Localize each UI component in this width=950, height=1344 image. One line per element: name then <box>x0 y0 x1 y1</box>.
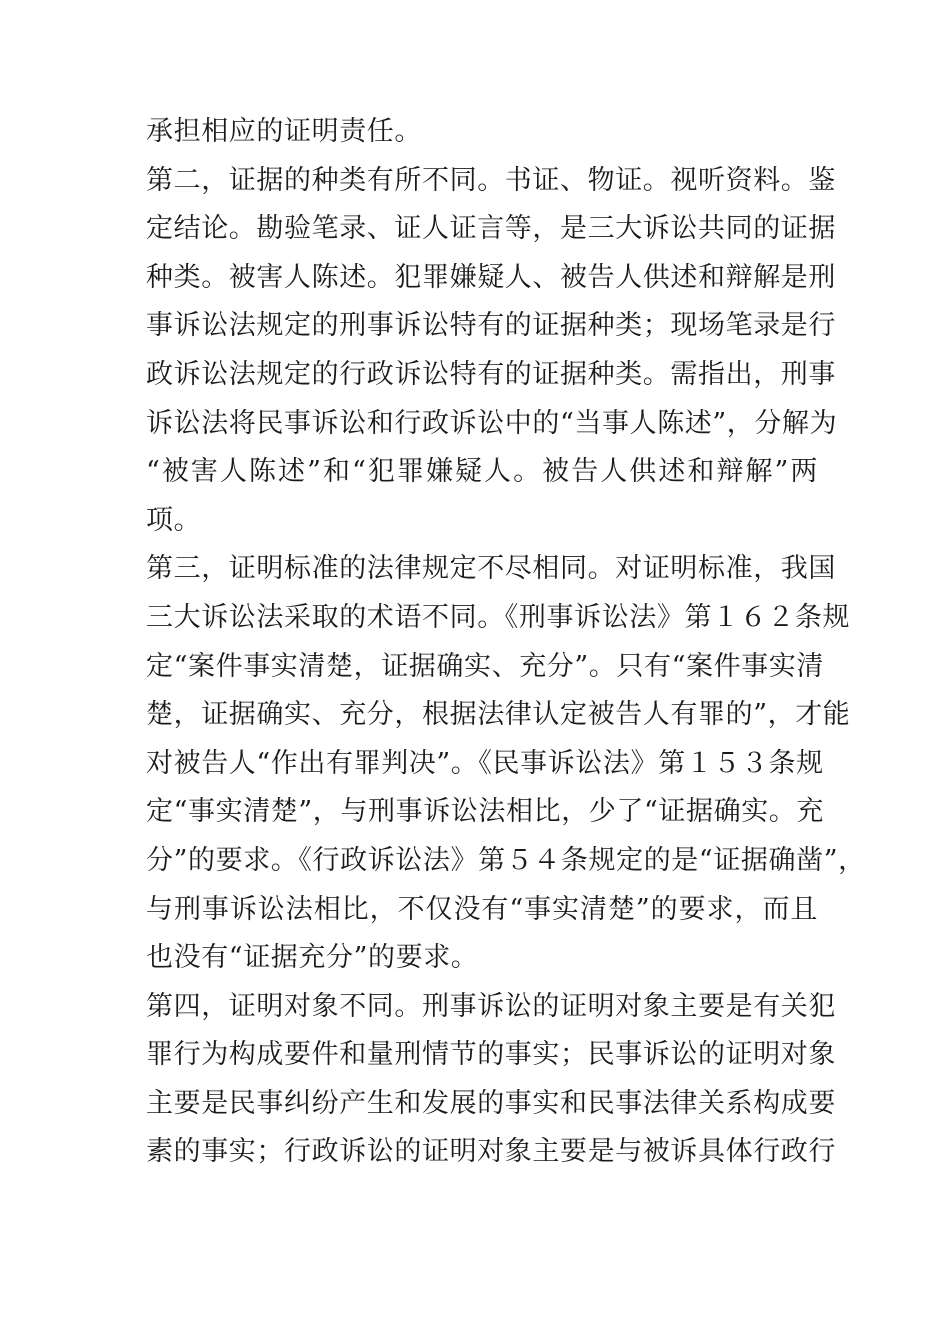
paragraph-burden-of-proof-ending <box>146 108 818 157</box>
document-body <box>146 108 866 1177</box>
text-line: 罪行为构成要件和量刑情节的事实；民事诉讼的证明对象 <box>146 1039 836 1071</box>
paragraph-proof-standards <box>146 545 866 982</box>
text-line: 诉讼法将民事诉讼和行政诉讼中的“当事人陈述”，分解为 <box>146 407 838 439</box>
text-line: 定“案件事实清楚，证据确实、充分”。只有“案件事实清 <box>146 650 825 682</box>
text-line: 楚，证据确实、充分，根据法律认定被告人有罪的”，才能 <box>146 699 851 731</box>
text-line: 定“事实清楚”，与刑事诉讼法相比，少了“证据确实。充 <box>146 796 825 828</box>
text-line: 定结论。勘验笔录、证人证言等，是三大诉讼共同的证据 <box>146 213 836 245</box>
paragraph-objects-of-proof <box>146 983 836 1177</box>
text-line: 三大诉讼法采取的术语不同。《刑事诉讼法》第１６２条规 <box>146 601 851 633</box>
text-line: 主要是民事纠纷产生和发展的事实和民事法律关系构成要 <box>146 1087 836 1119</box>
text-line: 第三，证明标准的法律规定不尽相同。对证明标准，我国 <box>146 553 836 585</box>
text-line: 事诉讼法规定的刑事诉讼特有的证据种类；现场笔录是行 <box>146 310 836 342</box>
text-line: “被害人陈述”和“犯罪嫌疑人。被告人供述和辩解”两 <box>146 456 818 488</box>
text-line: 对被告人“作出有罪判决”。《民事诉讼法》第１５３条规 <box>146 747 824 779</box>
text-line: 素的事实；行政诉讼的证明对象主要是与被诉具体行政行 <box>146 1136 836 1168</box>
text-line: 第四，证明对象不同。刑事诉讼的证明对象主要是有关犯 <box>146 990 836 1022</box>
text-line: 也没有“证据充分”的要求。 <box>146 942 479 974</box>
text-line: 项。 <box>146 504 202 536</box>
text-line: 承担相应的证明责任。 <box>146 116 422 147</box>
text-line: 政诉讼法规定的行政诉讼特有的证据种类。需指出，刑事 <box>146 358 836 390</box>
text-line: 种类。被害人陈述。犯罪嫌疑人、被告人供述和辩解是刑 <box>146 261 836 293</box>
text-line: 分”的要求。《行政诉讼法》第５４条规定的是“证据确凿”， <box>146 844 866 876</box>
text-line: 与刑事诉讼法相比，不仅没有“事实清楚”的要求，而且 <box>146 893 818 925</box>
paragraph-evidence-types <box>146 157 838 546</box>
text-line: 第二，证据的种类有所不同。书证、物证。视听资料。鉴 <box>146 164 836 196</box>
